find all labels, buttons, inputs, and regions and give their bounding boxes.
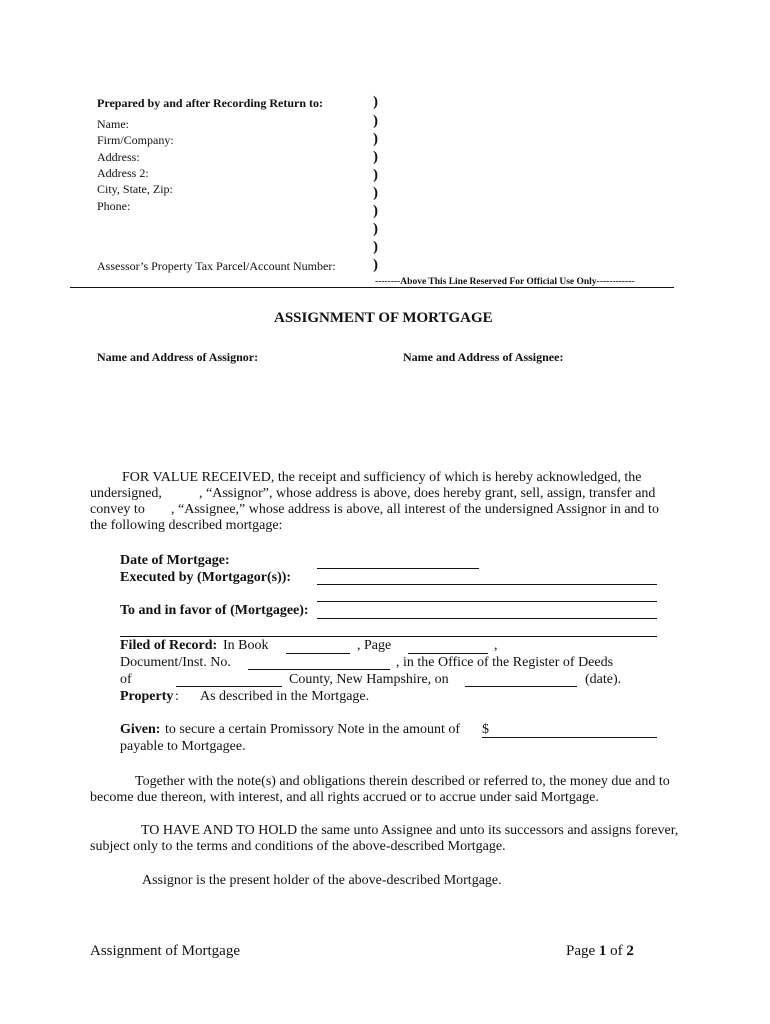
dollar-sign: $ <box>482 722 489 737</box>
of-word: of <box>610 943 623 959</box>
date-of-mortgage-blank[interactable] <box>317 568 479 569</box>
executed-by-label: Executed by (Mortgagor(s)): <box>120 570 292 585</box>
mortgagor-blank[interactable] <box>317 584 657 585</box>
page-label: , Page <box>357 638 392 653</box>
note-amount-blank[interactable] <box>482 737 657 738</box>
habendum-line-2: subject only to the terms and conditions of the above-described Mortgage. <box>90 839 506 854</box>
bracket-mark: ) <box>373 221 378 237</box>
bracket-mark: ) <box>373 185 378 201</box>
bracket-mark: ) <box>373 167 378 183</box>
value-received-line-3a: convey to <box>90 502 145 517</box>
bracket-mark: ) <box>373 94 378 110</box>
document-title: ASSIGNMENT OF MORTGAGE <box>274 310 493 326</box>
value-received-line-4: the following described mortgage: <box>90 518 283 533</box>
habendum-line-1: TO HAVE AND TO HOLD the same unto Assignee and unto its successors and assigns forever, <box>141 823 679 838</box>
book-blank[interactable] <box>286 653 350 654</box>
assignee-label: Name and Address of Assignee: <box>403 350 564 364</box>
recording-date-blank[interactable] <box>465 686 577 687</box>
page-blank[interactable] <box>408 653 488 654</box>
firm-field-label: Firm/Company: <box>97 133 174 147</box>
mortgagee-blank[interactable] <box>317 618 657 619</box>
total-pages: 2 <box>626 943 634 959</box>
county-text: County, New Hampshire, on <box>289 672 449 687</box>
value-received-line-3b: , “Assignee,” whose address is above, all interest of the undersigned Assignor in and to <box>171 502 659 517</box>
address-field-label: Address: <box>97 150 140 164</box>
page-word: Page <box>566 943 596 959</box>
property-value: As described in the Mortgage. <box>200 689 370 704</box>
page-comma: , <box>494 638 498 653</box>
together-line-2: become due thereon, with interest, and all rights accrued or to accrue under said Mortgage. <box>90 790 599 805</box>
bracket-mark: ) <box>373 257 378 273</box>
bracket-mark: ) <box>373 149 378 165</box>
given-text: to secure a certain Promissory Note in the amount of <box>165 722 461 737</box>
in-book-label: In Book <box>223 638 269 653</box>
property-colon: : <box>175 689 179 704</box>
address2-field-label: Address 2: <box>97 166 149 180</box>
bracket-mark: ) <box>373 203 378 219</box>
of-label: of <box>120 672 132 687</box>
mortgagee-label: To and in favor of (Mortgagee): <box>120 603 309 618</box>
filed-of-record-label: Filed of Record: <box>120 638 218 653</box>
date-suffix: (date). <box>585 672 622 687</box>
together-line-1: Together with the note(s) and obligations therein described or referred to, the money due and to <box>135 774 670 789</box>
value-received-line-2a: undersigned, <box>90 486 162 501</box>
footer-document-name: Assignment of Mortgage <box>90 943 240 959</box>
date-of-mortgage-label: Date of Mortgage: <box>120 553 230 568</box>
payable-text: payable to Mortgagee. <box>120 739 246 754</box>
current-page: 1 <box>598 943 607 959</box>
city-state-zip-field-label: City, State, Zip: <box>97 182 173 196</box>
document-number-label: Document/Inst. No. <box>120 655 231 670</box>
parcel-number-label: Assessor’s Property Tax Parcel/Account Number: <box>97 259 336 273</box>
header-divider <box>70 287 674 288</box>
mortgagor-blank-2[interactable] <box>317 601 657 602</box>
holder-statement: Assignor is the present holder of the above-described Mortgage. <box>142 873 502 888</box>
value-received-line-1: FOR VALUE RECEIVED, the receipt and sufficiency of which is hereby acknowledged, the <box>122 470 642 485</box>
assignor-label: Name and Address of Assignor: <box>97 350 259 364</box>
property-label: Property <box>120 689 174 704</box>
document-number-blank[interactable] <box>248 669 390 670</box>
bracket-mark: ) <box>373 113 378 129</box>
mortgagee-blank-2[interactable] <box>120 636 657 637</box>
page-indicator <box>566 943 634 960</box>
name-field-label: Name: <box>97 117 129 131</box>
value-received-line-2b: , “Assignor”, whose address is above, does hereby grant, sell, assign, transfer and <box>199 486 656 501</box>
bracket-mark: ) <box>373 131 378 147</box>
official-use-notice: --------Above This Line Reserved For Official Use Only------------ <box>375 277 635 287</box>
county-blank[interactable] <box>176 686 282 687</box>
phone-field-label: Phone: <box>97 199 131 213</box>
given-label: Given: <box>120 722 161 737</box>
bracket-mark: ) <box>373 239 378 255</box>
register-of-deeds-text: , in the Office of the Register of Deeds <box>396 655 614 670</box>
prepared-by-label: Prepared by and after Recording Return to: <box>97 96 323 110</box>
